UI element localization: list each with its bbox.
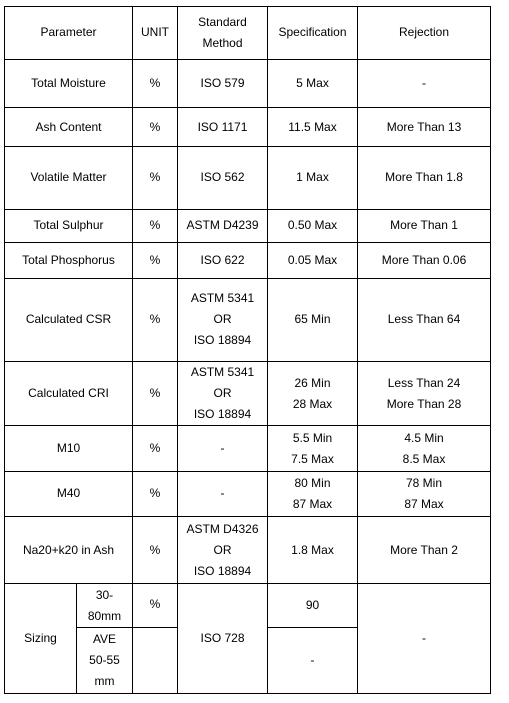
method-cell (178, 146, 268, 209)
method-cell-line: - (220, 486, 225, 501)
rejection-cell-line: 78 Min (405, 475, 443, 490)
spec-cell-line: 65 Min (294, 312, 331, 327)
method-cell-line: OR (213, 312, 232, 327)
rejection-cell (358, 426, 491, 472)
table-row (5, 209, 491, 242)
header-specification: Specification (268, 7, 358, 60)
method-cell-line: ASTM 5341 (190, 365, 255, 380)
rejection-cell-line: More Than 2 (390, 542, 458, 557)
sizing-sub1-line: 80mm (87, 608, 122, 623)
spec-cell-line: 87 Max (292, 496, 333, 511)
rejection-cell (358, 472, 491, 517)
header-method-line: Method (202, 35, 243, 50)
table-row (5, 243, 491, 278)
table-row (5, 516, 491, 584)
spec-cell-line: 0.50 Max (287, 218, 338, 233)
method-cell-line: ISO 562 (200, 170, 245, 185)
spec-cell (268, 278, 358, 361)
rejection-cell-line: 4.5 Min (404, 430, 444, 445)
unit-cell: % (133, 472, 178, 517)
method-cell (178, 426, 268, 472)
spec-cell-line: 7.5 Max (291, 451, 334, 466)
table-row-sizing (5, 584, 491, 628)
rejection-cell (358, 146, 491, 209)
method-cell (178, 361, 268, 426)
sizing-sub1-spec: 90 (268, 584, 358, 628)
table-row (5, 59, 491, 108)
rejection-cell (358, 243, 491, 278)
sizing-sub2-spec: - (268, 628, 358, 694)
rejection-cell (358, 278, 491, 361)
method-cell (178, 243, 268, 278)
sizing-sub1-unit: % (133, 584, 178, 628)
sizing-sub2-line: AVE (92, 632, 117, 647)
spec-cell (268, 426, 358, 472)
rejection-cell-line: More Than 1.8 (385, 170, 463, 185)
unit-cell: % (133, 243, 178, 278)
method-cell-line: ISO 18894 (193, 333, 252, 348)
rejection-cell (358, 59, 491, 108)
header-rejection: Rejection (358, 7, 491, 60)
method-cell-line: ASTM 5341 (190, 291, 255, 306)
table-row (5, 146, 491, 209)
parameter-cell: Calculated CSR (5, 278, 133, 361)
method-cell-line: ISO 622 (200, 252, 245, 267)
specification-table (4, 6, 491, 694)
sizing-sub1-line: 30- (95, 587, 114, 602)
spec-cell-line: 1.8 Max (291, 542, 334, 557)
header-method (178, 7, 268, 60)
parameter-cell: Volatile Matter (5, 146, 133, 209)
method-cell (178, 59, 268, 108)
spec-cell (268, 146, 358, 209)
rejection-cell-line: 87 Max (404, 496, 444, 511)
header-method-line: Standard (198, 14, 247, 29)
spec-cell-line: 5.5 Min (292, 430, 333, 445)
header-parameter: Parameter (5, 7, 133, 60)
method-cell-line: OR (213, 386, 232, 401)
unit-cell: % (133, 146, 178, 209)
method-cell (178, 278, 268, 361)
spec-cell (268, 361, 358, 426)
spec-cell-line: 11.5 Max (288, 119, 337, 134)
spec-cell-line: 0.05 Max (287, 252, 338, 267)
header-row (5, 7, 491, 60)
unit-cell: % (133, 516, 178, 584)
parameter-cell: Na20+k20 in Ash (5, 516, 133, 584)
rejection-cell (358, 516, 491, 584)
header-unit: UNIT (133, 7, 178, 60)
spec-cell (268, 243, 358, 278)
method-cell-line: ISO 18894 (193, 407, 252, 422)
sizing-parameter: Sizing (5, 584, 77, 694)
table-row (5, 108, 491, 147)
method-cell-line: ASTM D4326 (186, 521, 259, 536)
spec-cell (268, 59, 358, 108)
spec-cell (268, 108, 358, 147)
method-cell (178, 516, 268, 584)
sizing-sub1 (77, 584, 133, 628)
rejection-cell-line: 8.5 Max (402, 451, 446, 466)
rejection-cell (358, 209, 491, 242)
rejection-cell-line: More Than 28 (386, 396, 462, 411)
parameter-cell: Total Phosphorus (5, 243, 133, 278)
rejection-cell (358, 108, 491, 147)
spec-cell-line: 26 Min (294, 375, 331, 390)
spec-cell (268, 516, 358, 584)
unit-cell: % (133, 59, 178, 108)
unit-cell: % (133, 108, 178, 147)
table-row (5, 278, 491, 361)
method-cell-line: ISO 1171 (197, 119, 248, 134)
sizing-method: ISO 728 (178, 584, 268, 694)
unit-cell: % (133, 426, 178, 472)
parameter-cell: M10 (5, 426, 133, 472)
method-cell-line: - (220, 441, 225, 456)
sizing-sub2-line: 50-55 (89, 653, 120, 668)
spec-cell-line: 5 Max (296, 76, 329, 90)
parameter-cell: Ash Content (5, 108, 133, 147)
method-cell-line: ASTM D4239 (186, 218, 259, 233)
spec-cell-line: 80 Min (294, 475, 331, 490)
method-cell-line: ISO 579 (200, 76, 245, 90)
parameter-cell: Total Sulphur (5, 209, 133, 242)
rejection-cell-line: More Than 0.06 (381, 252, 467, 267)
table-row (5, 472, 491, 517)
rejection-cell-line: - (422, 76, 426, 90)
rejection-cell-line: Less Than 64 (387, 312, 461, 327)
method-cell (178, 209, 268, 242)
rejection-cell-line: More Than 1 (390, 218, 458, 233)
unit-cell: % (133, 278, 178, 361)
method-cell-line: ISO 18894 (193, 563, 252, 578)
parameter-cell: M40 (5, 472, 133, 517)
sizing-rejection: - (358, 584, 491, 694)
spec-cell (268, 209, 358, 242)
sizing-sub2-line: mm (94, 674, 115, 689)
parameter-cell: Calculated CRI (5, 361, 133, 426)
spec-cell-line: 28 Max (292, 396, 333, 411)
method-cell (178, 472, 268, 517)
table-row (5, 426, 491, 472)
table-row (5, 361, 491, 426)
sizing-sub2 (77, 628, 133, 694)
unit-cell: % (133, 361, 178, 426)
parameter-cell: Total Moisture (5, 59, 133, 108)
rejection-cell (358, 361, 491, 426)
spec-cell-line: 1 Max (296, 170, 329, 185)
method-cell-line: OR (213, 542, 232, 557)
spec-cell (268, 472, 358, 517)
sizing-sub2-unit (133, 628, 178, 694)
rejection-cell-line: More Than 13 (386, 119, 462, 134)
unit-cell: % (133, 209, 178, 242)
rejection-cell-line: Less Than 24 (387, 375, 461, 390)
method-cell (178, 108, 268, 147)
